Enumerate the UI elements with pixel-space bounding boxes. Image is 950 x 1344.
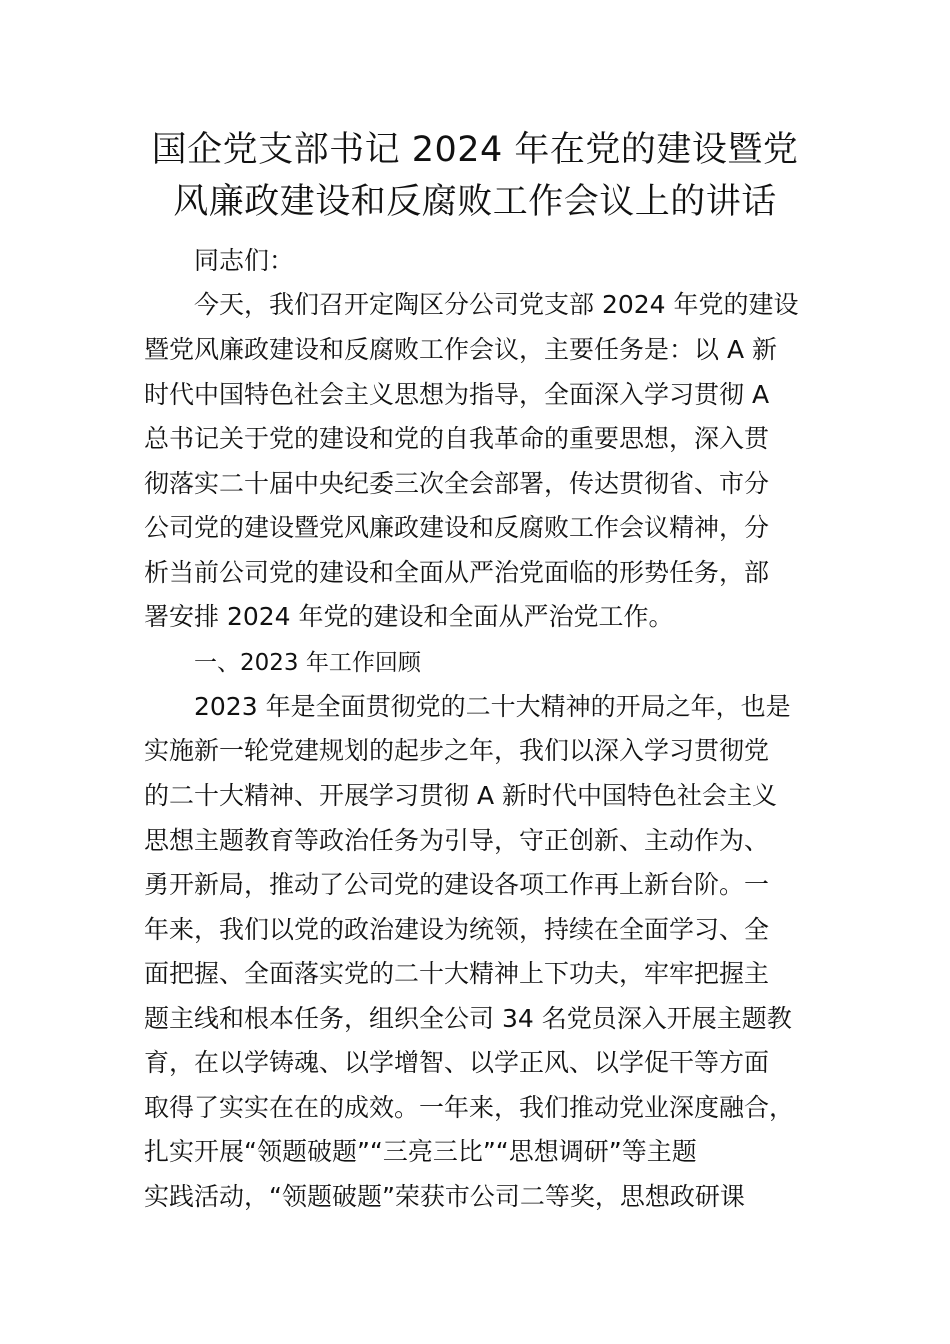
body-line: 2023 年是全面贯彻党的二十大精神的开局之年，也是 xyxy=(194,692,791,721)
body-line: 思想主题教育等政治任务为引导，守正创新、主动作为、 xyxy=(144,826,770,855)
salutation: 同志们： xyxy=(194,246,295,275)
body-line: 时代中国特色社会主义思想为指导，全面深入学习贯彻 A xyxy=(144,380,770,409)
body-line: 暨党风廉政建设和反腐败工作会议，主要任务是：以 A 新 xyxy=(144,335,777,364)
body-line: 彻落实二十届中央纪委三次全会部署，传达贯彻省、市分 xyxy=(144,469,770,498)
body-line: 今天，我们召开定陶区分公司党支部 2024 年党的建设 xyxy=(194,290,799,319)
body-line: 育，在以学铸魂、以学增智、以学正风、以学促干等方面 xyxy=(144,1048,770,1077)
body-line: 勇开新局，推动了公司党的建设各项工作再上新台阶。一 xyxy=(144,870,770,899)
body-line: 实践活动，“领题破题”荣获市公司二等奖，思想政研课 xyxy=(144,1182,745,1211)
body-line: 取得了实实在在的成效。一年来，我们推动党业深度融合， xyxy=(144,1093,795,1122)
body-line: 实施新一轮党建规划的起步之年，我们以深入学习贯彻党 xyxy=(144,736,770,765)
body-line: 总书记关于党的建设和党的自我革命的重要思想，深入贯 xyxy=(144,424,770,453)
body-line: 署安排 2024 年党的建设和全面从严治党工作。 xyxy=(144,602,674,631)
body-line: 的二十大精神、开展学习贯彻 A 新时代中国特色社会主义 xyxy=(144,781,777,810)
section-heading: 一、2023 年工作回顾 xyxy=(194,650,421,676)
body-line: 面把握、全面落实党的二十大精神上下功夫，牢牢把握主 xyxy=(144,959,770,988)
body-line: 题主线和根本任务，组织全公司 34 名党员深入开展主题教 xyxy=(144,1004,792,1033)
document-title-line-2: 风廉政建设和反腐败工作会议上的讲话 xyxy=(173,182,777,222)
body-line: 析当前公司党的建设和全面从严治党面临的形势任务，部 xyxy=(144,558,770,587)
body-line: 年来，我们以党的政治建设为统领，持续在全面学习、全 xyxy=(144,915,770,944)
document-title-line-1: 国企党支部书记 2024 年在党的建设暨党 xyxy=(151,130,799,170)
body-line: 扎实开展“领题破题”“三亮三比”“思想调研”等主题 xyxy=(144,1137,697,1166)
body-line: 公司党的建设暨党风廉政建设和反腐败工作会议精神，分 xyxy=(144,513,770,542)
